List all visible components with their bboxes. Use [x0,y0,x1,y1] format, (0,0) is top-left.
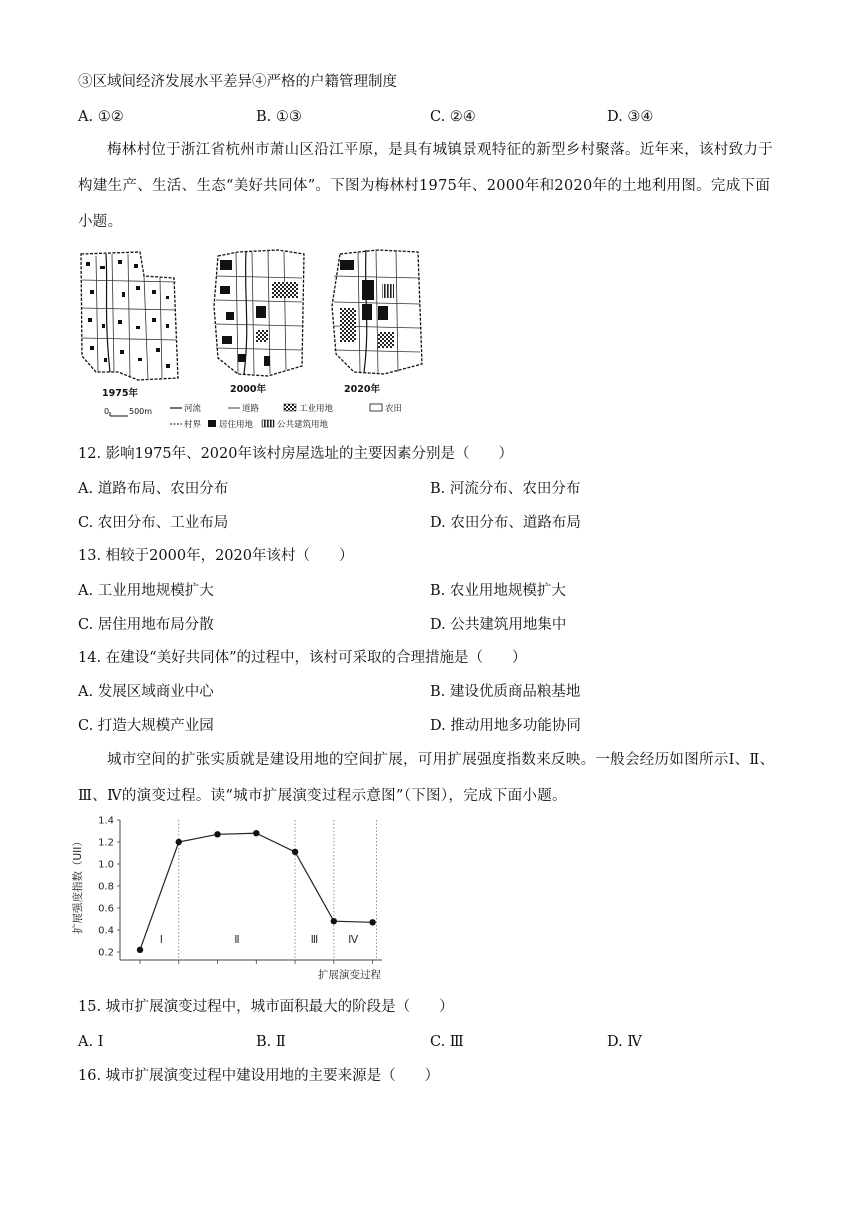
chart-data-point [253,830,259,836]
chart-data-point [292,849,298,855]
chart-y-tick-label: 0.6 [98,903,114,915]
chart-y-tick-label: 1.2 [98,837,114,849]
chart-data-point [369,919,375,925]
chart-data-point [176,839,182,845]
chart-y-tick-label: 0.4 [98,925,114,937]
map-2020 [332,250,422,395]
legend-industrial: 工业用地 [299,404,334,414]
svg-text:500m: 500m [129,407,153,416]
chart-y-tick-label: 1.4 [98,815,114,827]
q12-option-b[interactable]: B. 河流分布、农田分布 [430,481,581,497]
chart-stage-label: Ⅱ [234,933,240,946]
q11-option-d[interactable]: D. ③④ [607,109,654,125]
q11-option-a[interactable]: A. ①② [78,109,124,125]
q14-stem: 14. 在建设“美好共同体”的过程中，该村可采取的合理措施是（ ） [78,650,527,666]
chart-data-point [214,831,220,837]
q15-option-a[interactable]: A. Ⅰ [78,1034,104,1050]
map-1975 [81,252,178,399]
svg-text:0: 0 [104,407,110,416]
chart-data-point [331,918,337,924]
q14-option-c[interactable]: C. 打造大规模产业园 [78,718,214,734]
chart-data-point [137,947,143,953]
passage-urban-expansion: 城市空间的扩张实质就是建设用地的空间扩展，可用扩展强度指数来反映。一般会经历如图所示Ⅰ、Ⅱ、Ⅲ、Ⅳ的演变过程。读“城市扩展演变过程示意图”（下图），完成下面小题。 [78,752,775,804]
map-legend [170,403,402,430]
chart-series-line [140,833,373,950]
legend-residential: 居住用地 [219,420,254,430]
chart-y-tick-label: 1.0 [98,859,114,871]
q13-option-b[interactable]: B. 农业用地规模扩大 [430,583,566,599]
q12-option-c[interactable]: C. 农田分布、工业布局 [78,515,229,531]
map-1975-label: 1975年 [102,388,138,399]
urban-expansion-chart [70,812,400,987]
q13-option-d[interactable]: D. 公共建筑用地集中 [430,617,567,633]
q11-option-b[interactable]: B. ①③ [256,109,302,125]
q15-stem: 15. 城市扩展演变过程中，城市面积最大的阶段是（ ） [78,999,454,1015]
q14-option-a[interactable]: A. 发展区域商业中心 [78,684,214,700]
map-scale-bar [104,407,152,416]
q14-option-d[interactable]: D. 推动用地多功能协同 [430,718,581,734]
legend-road: 道路 [242,404,260,414]
chart-y-axis-label: 扩展强度指数（UII） [72,836,84,934]
q14-option-b[interactable]: B. 建设优质商品粮基地 [430,684,581,700]
q13-option-a[interactable]: A. 工业用地规模扩大 [78,583,214,599]
legend-river: 河流 [184,404,202,414]
chart-stage-label: Ⅳ [348,933,359,946]
land-use-map-figure [78,246,438,436]
map-2000 [214,250,304,395]
q11-option-c[interactable]: C. ②④ [430,109,476,125]
q15-option-d[interactable]: D. Ⅳ [607,1034,642,1050]
chart-y-tick-label: 0.8 [98,881,114,893]
q12-option-a[interactable]: A. 道路布局、农田分布 [78,481,229,497]
q13-stem: 13. 相较于2000年，2020年该村（ ） [78,548,354,564]
q13-option-c[interactable]: C. 居住用地布局分散 [78,617,214,633]
chart-y-tick-label: 0.2 [98,947,114,959]
q12-stem: 12. 影响1975年、2020年该村房屋选址的主要因素分别是（ ） [78,446,513,462]
q15-option-c[interactable]: C. Ⅲ [430,1034,464,1050]
chart-stage-label: Ⅲ [310,933,319,946]
legend-public-building: 公共建筑用地 [277,420,329,430]
q15-option-b[interactable]: B. Ⅱ [256,1034,286,1050]
map-2020-label: 2020年 [344,384,380,395]
chart-stage-label: Ⅰ [159,933,163,946]
passage-meilin: 梅林村位于浙江省杭州市萧山区沿江平原，是具有城镇景观特征的新型乡村聚落。近年来，该村致力于构建生产、生活、生态“美好共同体”。下图为梅林村1975年、2000年和2020年的土地利用图。完成下面小题。 [78,142,773,230]
q12-option-d[interactable]: D. 农田分布、道路布局 [430,515,581,531]
legend-village-boundary: 村界 [184,420,202,430]
chart-x-axis-label: 扩展演变过程 [318,969,381,981]
q11-tail: ③区域间经济发展水平差异④严格的户籍管理制度 [78,74,397,90]
map-2000-label: 2000年 [230,384,266,395]
q16-stem: 16. 城市扩展演变过程中建设用地的主要来源是（ ） [78,1068,440,1084]
legend-farmland: 农田 [385,404,403,414]
